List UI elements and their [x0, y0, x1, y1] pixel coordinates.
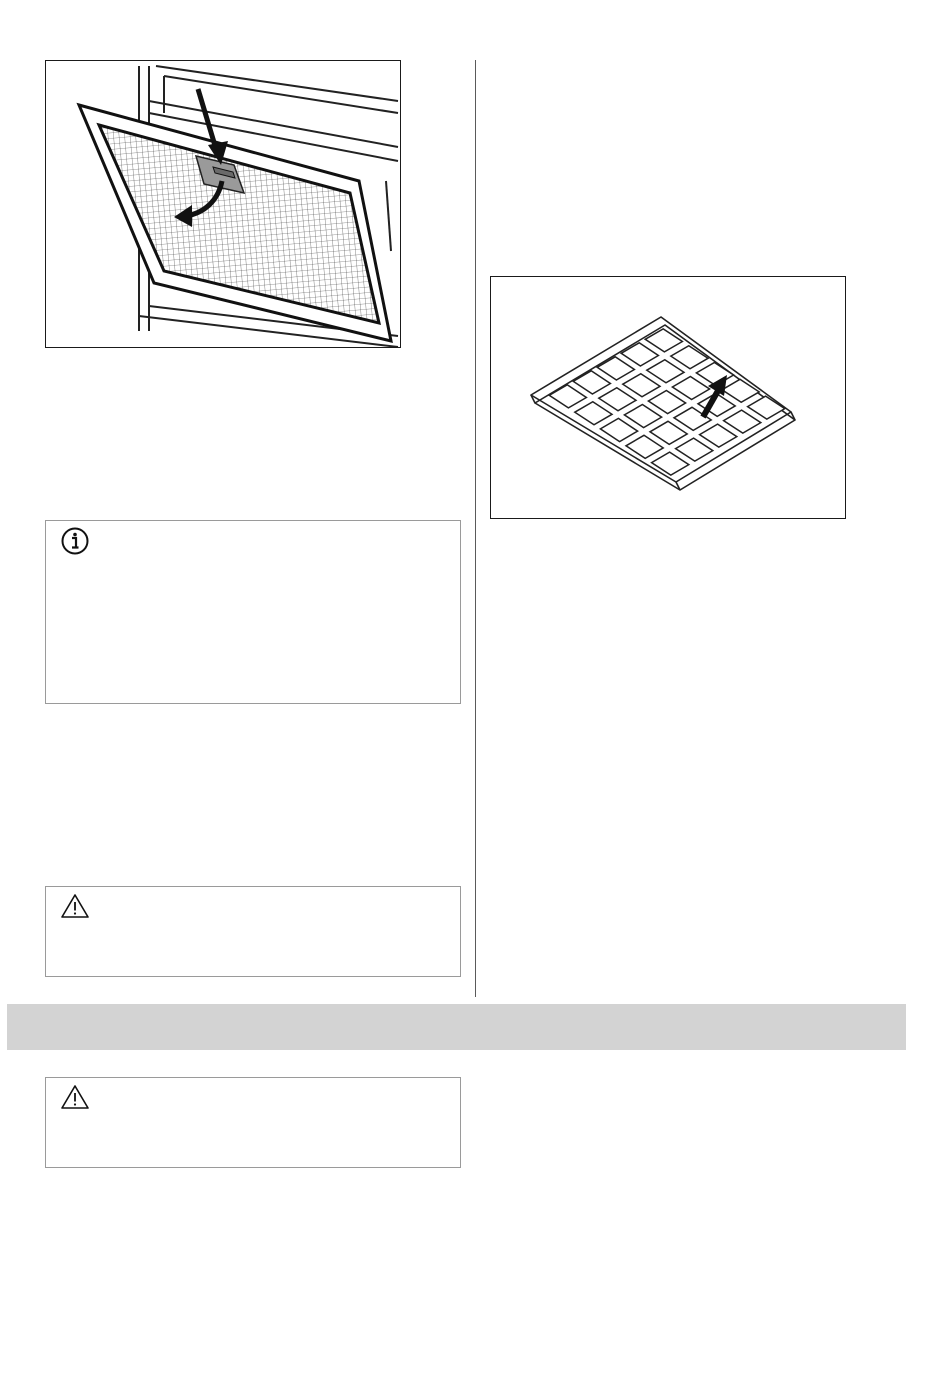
info-icon: [60, 526, 90, 556]
warning-icon: [60, 893, 90, 919]
figure-filter-lift: [490, 276, 846, 519]
column-divider: [475, 60, 476, 997]
figure-filter-release: [45, 60, 401, 348]
filter-release-illustration: [46, 61, 400, 347]
warning-note-box: [45, 1077, 461, 1168]
warning-icon: [60, 1084, 90, 1110]
warning-note-box: [45, 886, 461, 977]
info-note-box: [45, 520, 461, 704]
filter-lift-illustration: [491, 277, 845, 518]
section-band: [7, 1004, 906, 1050]
